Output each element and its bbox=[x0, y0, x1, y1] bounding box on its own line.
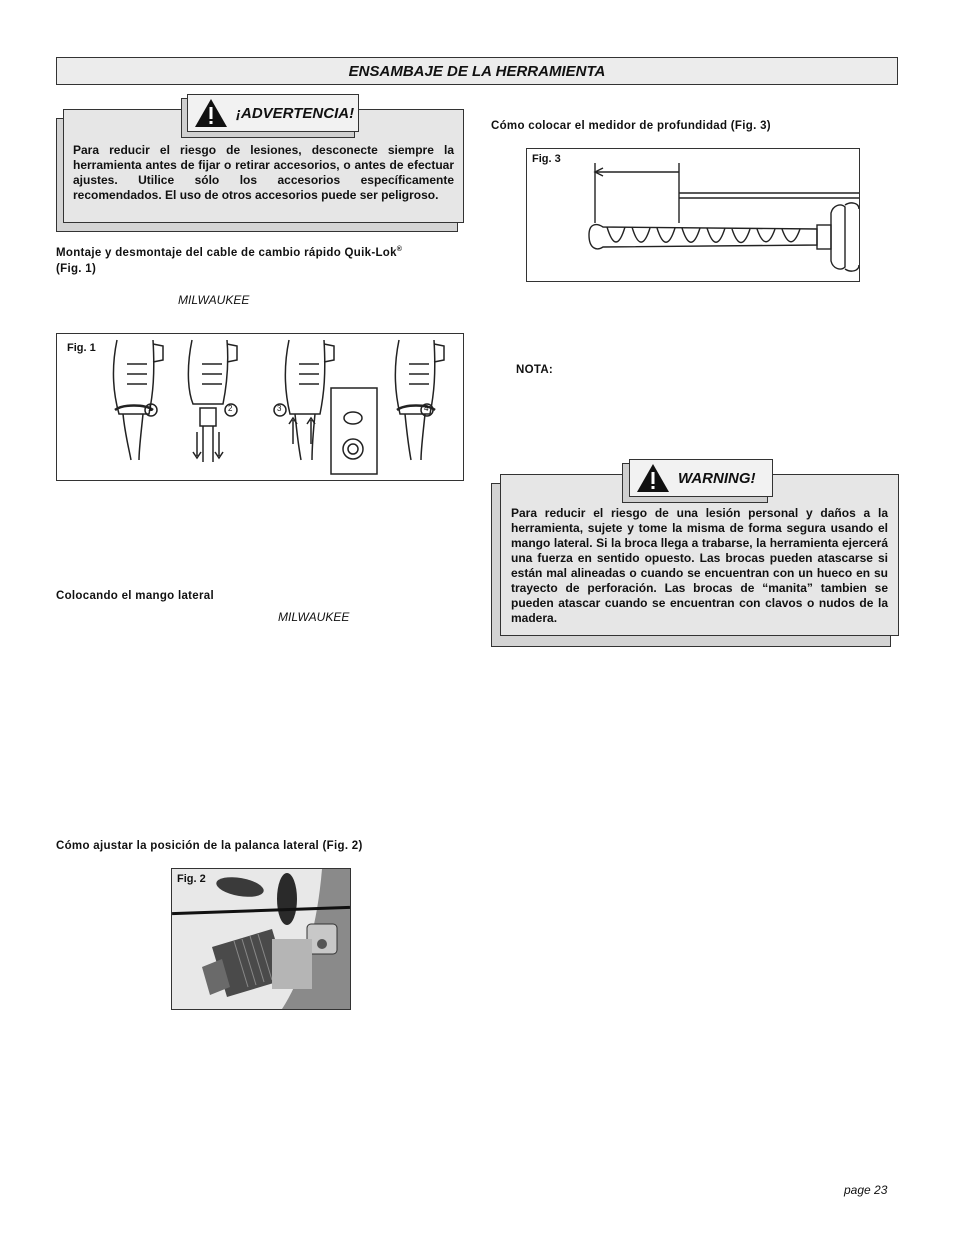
step-2-number: 2 bbox=[228, 404, 233, 413]
registered-mark: ® bbox=[396, 246, 403, 253]
quiklok-heading-fig: (Fig. 1) bbox=[56, 262, 97, 275]
quiklok-illustration bbox=[57, 334, 463, 480]
step-3-number: 3 bbox=[277, 404, 282, 413]
lever-heading: Cómo ajustar la posición de la palanca lateral (Fig. 2) bbox=[56, 840, 363, 852]
depth-gauge-illustration bbox=[527, 149, 859, 281]
quiklok-brand: MILWAUKEE bbox=[178, 293, 250, 307]
warning-title: WARNING! bbox=[678, 469, 756, 487]
figure-3 bbox=[526, 148, 860, 282]
warning-text: Para reducir el riesgo de una lesión personal y daños a la herramienta, sujete y tome la misma de forma segura usando el mango lateral. Si la broca llega a trabarse, la herramienta ejercerá una fuerza en sentido opuesto. Las brocas pueden atascarse si están mal alineadas o cuando se encuentran con un hueco en su trayecto de perforación. Las brocas de “manita” tambien se pueden atascar cuando se encuentran con clavos o nudos de la madera. bbox=[511, 506, 888, 625]
figure-3-label: Fig. 3 bbox=[532, 153, 561, 165]
figure-2-label: Fig. 2 bbox=[177, 873, 206, 885]
side-handle-brand: MILWAUKEE bbox=[278, 610, 350, 624]
section-title-text: ENSAMBAJE DE LA HERRAMIENTA bbox=[348, 62, 606, 80]
warning-tag bbox=[629, 459, 773, 497]
step-4-number: 4 bbox=[424, 404, 429, 413]
figure-1-label: Fig. 1 bbox=[67, 342, 96, 354]
depth-heading: Cómo colocar el medidor de profundidad (Fig. 3) bbox=[491, 120, 771, 132]
warning-triangle-icon bbox=[636, 463, 670, 493]
figure-2 bbox=[171, 868, 351, 1010]
side-handle-heading: Colocando el mango lateral bbox=[56, 590, 214, 602]
quiklok-heading bbox=[56, 242, 466, 277]
advertencia-tag bbox=[187, 94, 359, 132]
side-handle-photo bbox=[172, 869, 350, 1009]
page-number: page 23 bbox=[844, 1183, 888, 1197]
figure-1 bbox=[56, 333, 464, 481]
advertencia-text: Para reducir el riesgo de lesiones, desconecte siempre la herramienta antes de fijar o retirar accesorios, o antes de efectuar ajustes. Utilice sólo los accesorios específicamente recomendados. El uso de otros accesorios puede ser peligroso. bbox=[73, 143, 454, 202]
warning-triangle-icon bbox=[194, 98, 228, 128]
section-title bbox=[56, 57, 898, 85]
quiklok-heading-text: Montaje y desmontaje del cable de cambio rápido Quik-Lok bbox=[56, 246, 397, 259]
nota-label: NOTA: bbox=[516, 364, 554, 376]
advertencia-title: ¡ADVERTENCIA! bbox=[236, 104, 355, 122]
step-1-number: 1 bbox=[148, 404, 153, 413]
